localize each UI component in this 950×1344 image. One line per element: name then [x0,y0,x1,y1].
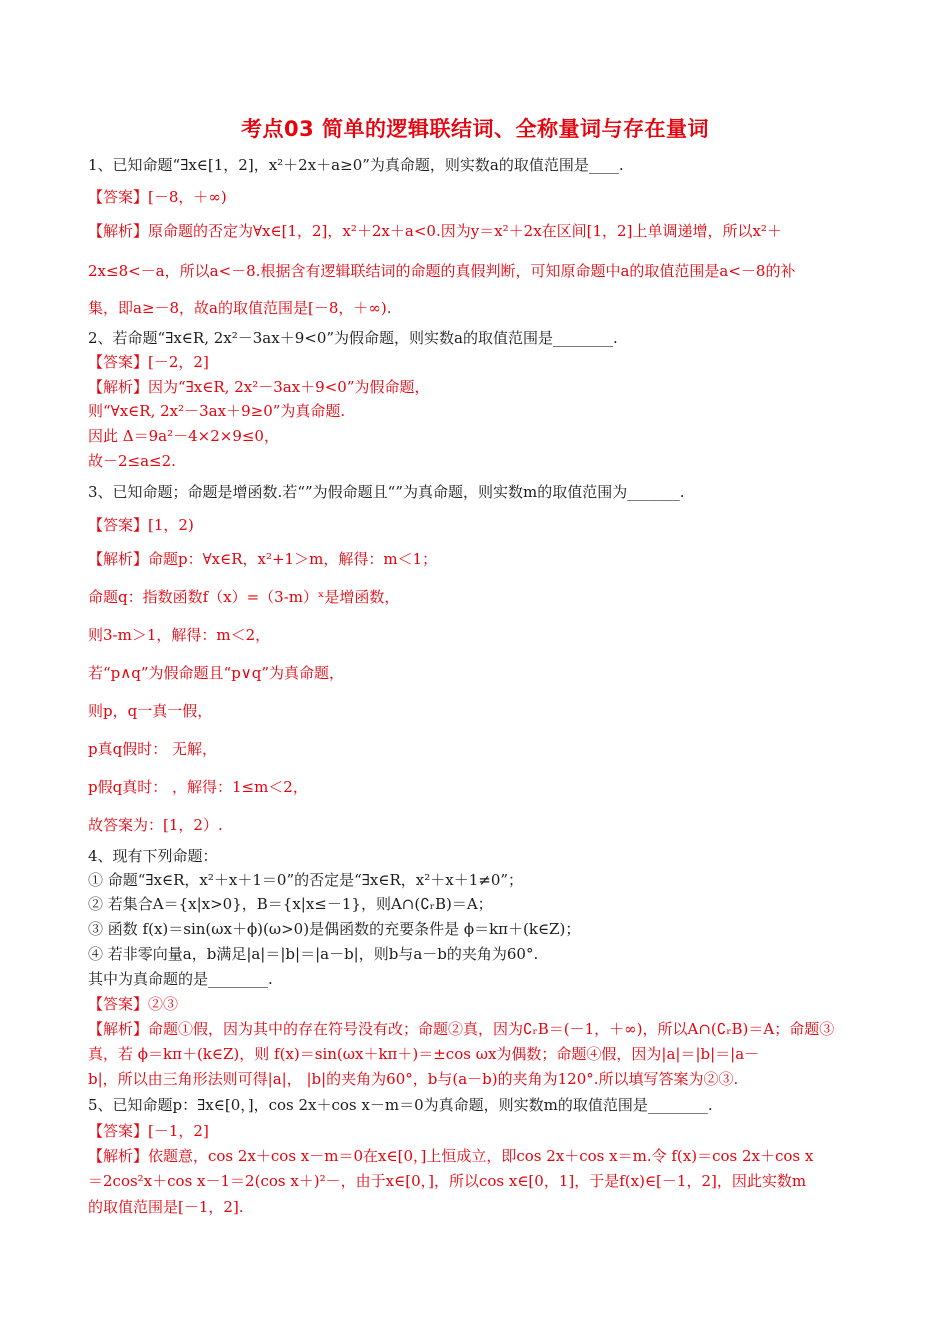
q3-analysis-line: p假q真时： ，解得：1≤m＜2， [88,778,308,796]
q4-analysis-line: b|，所以由三角形法则可得|a|， |b|的夹角为60°，b与(a－b)的夹角为120°.所以填写答案为②③. [88,1070,739,1088]
q5-analysis-line: ＝2cos²x＋cos x－1＝2(cos x＋)²－，由于x∈[0，]，所以cos x∈[0，1]，于是f(x)∈[－1，2]，因此实数m [88,1172,807,1190]
q4-question: 4、现有下列命题： [88,847,218,865]
q1-analysis-line: 【解析】原命题的否定为∀x∈[1，2]，x²＋2x＋a<0.因为y＝x²＋2x在区间[1，2]上单调递增，所以x²＋ [88,222,782,240]
q4-option-3: ③ 函数 f(x)＝sin(ωx＋ϕ)(ω>0)是偶函数的充要条件是 ϕ＝kπ＋(k∈Z)； [88,920,581,938]
q4-answer: 【答案】②③ [88,995,179,1013]
q4-option-2: ② 若集合A＝{x|x>0}，B＝{x|x≤－1}，则A∩(∁ᵣB)＝A； [88,895,493,913]
q2-analysis-line: 故－2≤a≤2. [88,452,176,470]
q2-analysis-line: 则“∀x∈R, 2x²－3ax＋9≥0”为真命题. [88,402,346,420]
q1-analysis-line: 2x≤8<－a，所以a<－8.根据含有逻辑联结词的命题的真假判断，可知原命题中a的取值范围是a<－8的补 [88,262,796,280]
q5-question: 5、已知命题p：∃x∈[0，]，cos 2x＋cos x－m＝0为真命题，则实数m的取值范围是________. [88,1096,713,1114]
q3-analysis-line: 则3-m＞1，解得：m＜2， [88,626,271,644]
q5-answer: 【答案】[－1，2] [88,1122,209,1140]
q4-option-1: ① 命题“∃x∈R，x²＋x＋1＝0”的否定是“∃x∈R，x²＋x＋1≠0”； [88,871,524,889]
q1-question: 1、已知命题“∃x∈[1，2]，x²＋2x＋a≥0”为真命题，则实数a的取值范围是____. [88,156,624,174]
q3-analysis-line: 则p，q一真一假， [88,702,213,720]
q4-option-4: ④ 若非零向量a，b满足|a|＝|b|＝|a－b|，则b与a－b的夹角为60°. [88,945,539,963]
q3-analysis-line: 【解析】命题p：∀x∈R，x²+1＞m，解得：m＜1； [88,550,438,568]
q5-analysis-line: 【解析】依题意，cos 2x＋cos x－m＝0在x∈[0，]上恒成立，即cos 2x＋cos x＝m.令 f(x)＝cos 2x＋cos x [88,1147,814,1165]
q2-analysis-line: 因此 Δ＝9a²－4×2×9≤0， [88,427,279,445]
q2-answer: 【答案】[－2，2] [88,353,209,371]
q3-answer: 【答案】[1，2) [88,516,194,534]
q3-question: 3、已知命题；命题是增函数.若“”为假命题且“”为真命题，则实数m的取值范围为_______. [88,483,685,501]
q2-question: 2、若命题“∃x∈R, 2x²－3ax＋9<0”为假命题，则实数a的取值范围是________. [88,329,618,347]
q4-analysis-line: 【解析】命题①假，因为其中的存在符号没有改；命题②真，因为∁ᵣB＝(－1，＋∞)，所以A∩(∁ᵣB)＝A；命题③ [88,1020,835,1038]
q5-analysis-line: 的取值范围是[－1，2]. [88,1198,244,1216]
q2-analysis-line: 【解析】因为“∃x∈R, 2x²－3ax＋9<0”为假命题， [88,378,430,396]
q3-analysis-line: p真q假时： 无解， [88,740,217,758]
q1-analysis-line: 集，即a≥－8，故a的取值范围是[－8，＋∞). [88,299,392,317]
q4-prompt: 其中为真命题的是________. [88,970,273,988]
q3-analysis-line: 若“p∧q”为假命题且“p∨q”为真命题， [88,664,345,682]
q4-analysis-line: 真，若 ϕ＝kπ＋(k∈Z)，则 f(x)＝sin(ωx＋kπ＋)＝±cos ωx为偶数；命题④假，因为|a|＝|b|＝|a－ [88,1045,760,1063]
q3-analysis-line: 命题q：指数函数f（x）=（3-m）ˣ是增函数， [88,588,400,606]
page-title: 考点03 简单的逻辑联结词、全称量词与存在量词 [240,117,710,141]
q3-analysis-line: 故答案为：[1，2）. [88,816,223,834]
q1-answer: 【答案】[－8，＋∞) [88,188,227,206]
